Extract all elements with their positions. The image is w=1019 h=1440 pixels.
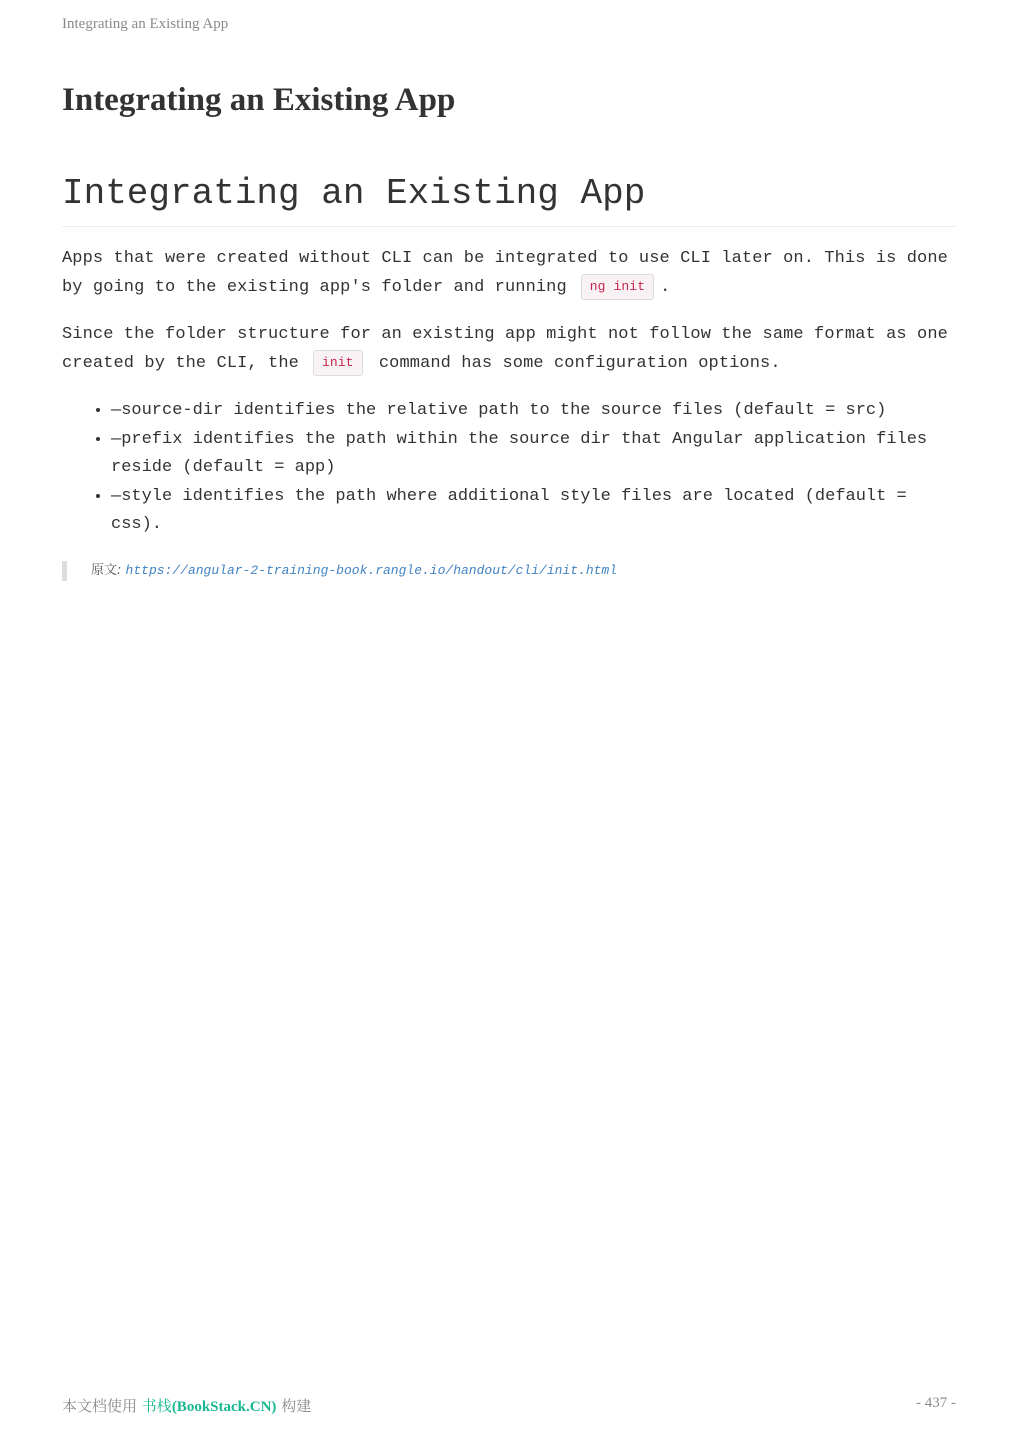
source-label: 原文	[91, 562, 118, 578]
options-intro-text: Since the folder structure for an existing app might not follow the same format as one created by the CLI, the	[62, 325, 948, 373]
list-item: • —source-dir identifies the relative path to the source files (default = src)	[111, 397, 956, 426]
footer-credit	[62, 1395, 311, 1416]
brand-cn-text: 书栈	[141, 1397, 172, 1415]
list-item: • —prefix identifies the path within the source dir that Angular application files reside (default = app)	[111, 426, 956, 483]
section-heading: Integrating an Existing App	[62, 170, 956, 227]
intro-text: Apps that were created without CLI can be integrated to use CLI later on. This is done by going to the existing app's folder and running	[62, 249, 948, 297]
footer-prefix: 本文档使用	[62, 1397, 138, 1415]
source-blockquote	[62, 561, 956, 581]
article-content	[62, 170, 956, 581]
footer-suffix: 构建	[281, 1397, 312, 1415]
running-header: Integrating an Existing App	[62, 16, 229, 32]
bookstack-link[interactable]	[142, 1399, 277, 1415]
init-code: init	[313, 350, 363, 376]
options-list	[62, 397, 956, 540]
source-separator: :	[117, 562, 122, 578]
list-item: • —style identifies the path where additional style files are located (default = css).	[111, 483, 956, 540]
intro-period: .	[660, 277, 671, 297]
ng-init-code: ng init	[581, 274, 654, 300]
intro-paragraph	[62, 245, 956, 302]
page-number: - 437 -	[916, 1395, 956, 1411]
options-intro-tail: command has some configuration options.	[378, 353, 781, 373]
page-title: Integrating an Existing App	[62, 82, 456, 118]
options-intro-paragraph	[62, 321, 956, 378]
brand-en-text: (BookStack.CN)	[171, 1399, 277, 1415]
source-link[interactable]: https://angular-2-training-book.rangle.io/handout/cli/init.html	[125, 562, 618, 578]
